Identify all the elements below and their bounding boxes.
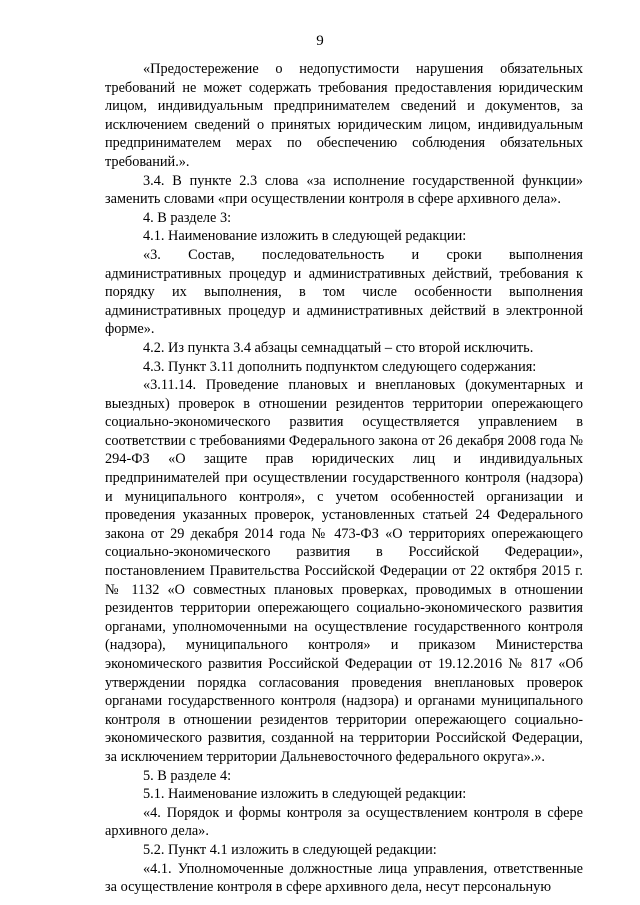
paragraph: 4.1. Наименование изложить в следующей редакции: [143,228,467,245]
paragraph: 3.4. В пункте 2.3 слова «за исполнение государственной функции» заменить словами «при осуществлении контроля в сфере архивного дела». [105,172,583,208]
document-body [105,60,583,897]
page-number: 9 [316,33,324,49]
paragraph: «3.11.14. Проведение плановых и внеплановых (документарных и выездных) проверок в отношении резидентов территории опережающего социально-экономического развития осуществляется управлением в соответствии с требованиями Федерального закона от 26 декабря 2008 года № 294-ФЗ «О защите прав юридических лиц и индивидуальных предпринимателей при осуществлении государственного контроля (надзора) и муниципального контроля», с учетом особенностей организации и проведения указанных проверок, установленных статьей 24 Федерального закона от 29 декабря 2014 года № 473-ФЗ «О территориях опережающего социально-экономического развития в Российской Федерации», постановлением Правительства Российской Федерации от 22 октября 2015 г. № 1132 «О совместных плановых проверках, проводимых в отношении резидентов территории опережающего социально-экономического развития органами, уполномоченными на осуществление государственного контроля (надзора), муниципального контроля» и приказом Министерства экономического развития Российской Федерации от 19.12.2016 № 817 «Об утверждении порядка согласования проведения внеплановых проверок органами государственного контроля (надзора) и органами муниципального контроля в отношении резидентов территории опережающего социально-экономического развития, созданной на территории Российской Федерации, за исключением территории Дальневосточного федерального округа».». [105,377,583,765]
paragraph: 5. В разделе 4: [143,767,232,784]
paragraph: 4. В разделе 3: [143,209,232,226]
paragraph: 4.2. Из пункта 3.4 абзацы семнадцатый – сто второй исключить. [143,339,534,356]
paragraph: 4.3. Пункт 3.11 дополнить подпунктом следующего содержания: [143,358,537,375]
paragraph: 5.2. Пункт 4.1 изложить в следующей редакции: [143,841,437,858]
paragraph: «3. Состав, последовательность и сроки выполнения административных процедур и административных действий, требования к порядку их выполнения, в том числе особенности выполнения административных процедур и административных действий в электронной форме». [105,246,583,338]
paragraph: «4. Порядок и формы контроля за осуществлением контроля в сфере архивного дела». [105,804,583,840]
paragraph: 5.1. Наименование изложить в следующей редакции: [143,786,467,803]
paragraph: «4.1. Уполномоченные должностные лица управления, ответственные за осуществление контроля в сфере архивного дела, несут персональную [105,860,583,896]
paragraph: «Предостережение о недопустимости нарушения обязательных требований не может содержать требования предоставления юридическим лицом, индивидуальным предпринимателем сведений и документов, за исключением сведений о принятых юридическим лицом, индивидуальным предпринимателем мерах по обеспечению соблюдения обязательных требований.». [105,61,583,170]
